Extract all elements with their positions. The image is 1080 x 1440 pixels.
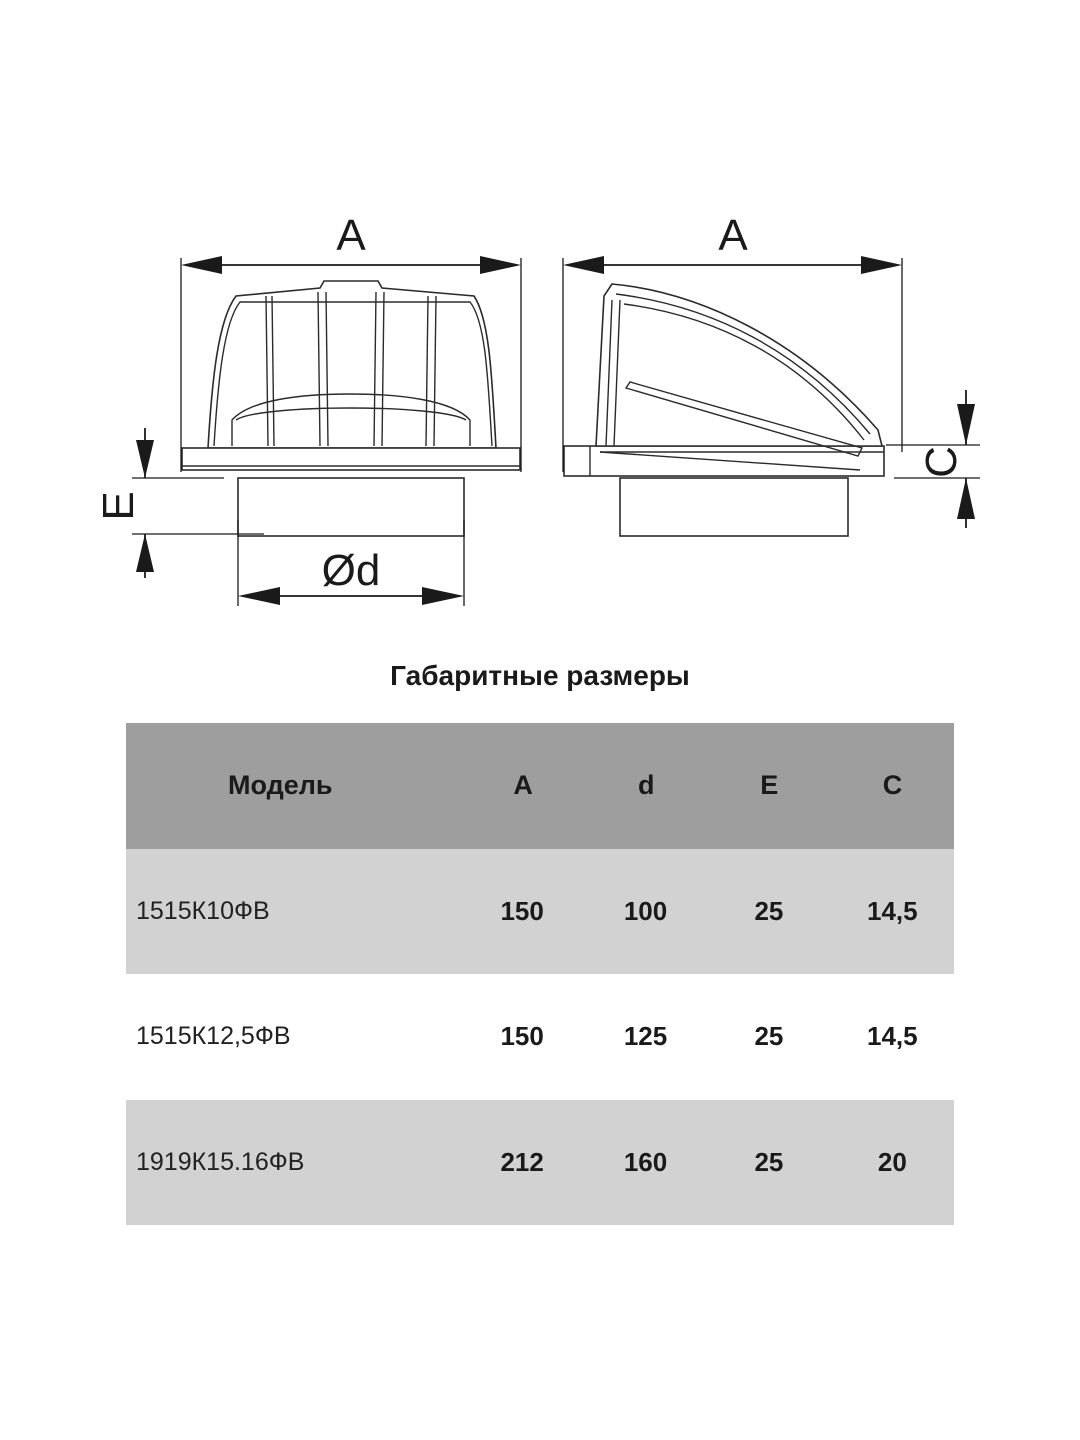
cell-e: 25	[754, 1146, 784, 1177]
table-title: Габаритные размеры	[390, 660, 690, 691]
spigot-height-label: E	[94, 491, 143, 521]
header-model: Модель	[228, 770, 333, 801]
dimensions-table	[126, 723, 954, 1225]
diameter-label: Ød	[321, 546, 381, 595]
cell-a: 150	[500, 1021, 544, 1052]
header-c: C	[882, 770, 903, 801]
side-view	[564, 284, 884, 536]
flange-label: C	[917, 446, 966, 478]
table-row	[126, 1100, 954, 1226]
cell-c: 14,5	[867, 1021, 918, 1052]
cell-d: 125	[623, 1021, 668, 1052]
header-a: A	[513, 770, 533, 801]
cell-e: 25	[754, 1021, 784, 1052]
cell-d: 100	[623, 895, 668, 926]
cell-d: 160	[623, 1146, 668, 1177]
cell-c: 14,5	[867, 895, 918, 926]
table-row	[126, 849, 954, 975]
cell-model: 1515К12,5ФВ	[136, 1022, 291, 1051]
flange-dimension	[886, 390, 980, 528]
cell-model: 1919К15.16ФВ	[136, 1147, 305, 1176]
cell-e: 25	[754, 895, 784, 926]
table-row	[126, 974, 954, 1100]
cell-a: 150	[500, 895, 544, 926]
header-d: d	[637, 770, 655, 801]
cell-c: 20	[877, 1146, 907, 1177]
dimension-drawing	[0, 0, 1080, 640]
front-view	[182, 281, 520, 536]
header-e: E	[760, 770, 779, 801]
side-width-label: A	[718, 211, 748, 260]
cell-model: 1515К10ФВ	[136, 896, 270, 925]
front-width-label: A	[336, 211, 366, 260]
table-header-row	[126, 723, 954, 849]
cell-a: 212	[500, 1146, 544, 1177]
